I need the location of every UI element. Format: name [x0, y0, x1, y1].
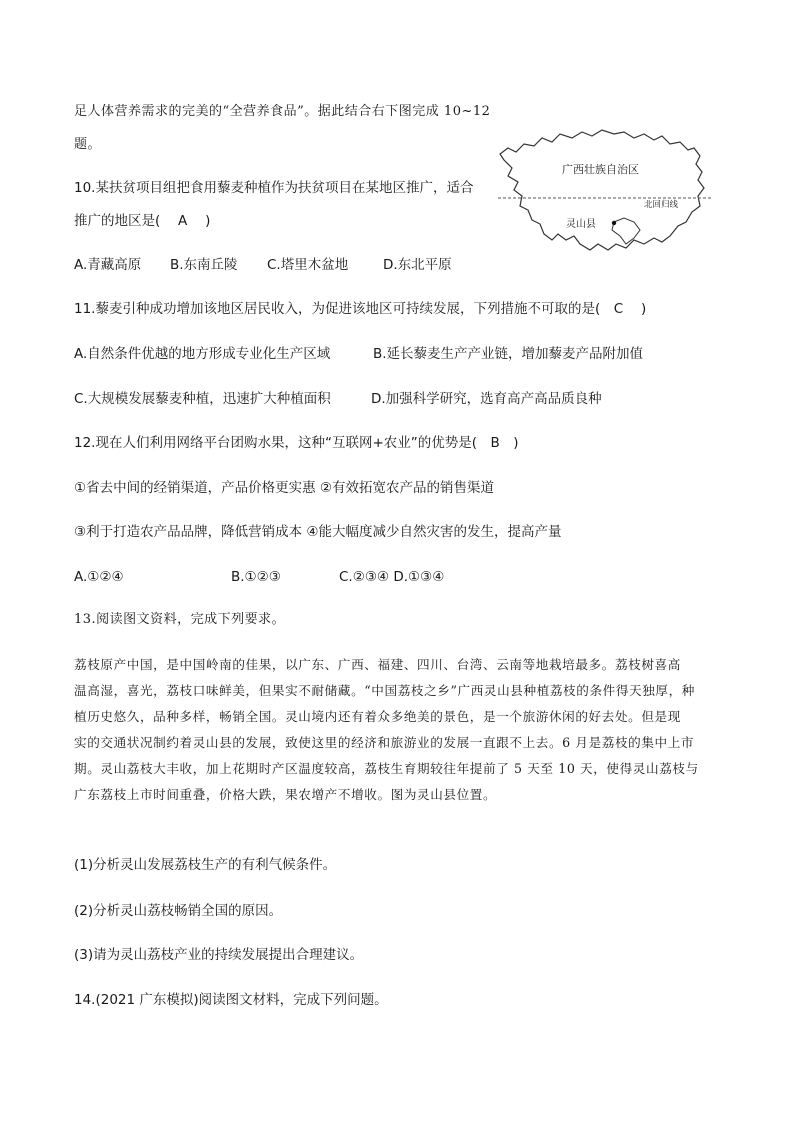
q13-sub-question-2: (2)分析灵山荔枝畅销全国的原因。: [74, 903, 283, 919]
q12-statements-2: ③利于打造农产品品牌，降低营销成本 ④能大幅度减少自然灾害的发生，提高产量: [74, 524, 562, 540]
intro-line-1: 足人体营养需求的完美的“全营养食品”。据此结合右下图完成 10~12: [74, 104, 491, 119]
q13-passage-line: 植历史悠久，品种多样，畅销全国。灵山境内还有着众多绝美的景色，是一个旅游休闲的好去处。但是现: [74, 709, 681, 724]
intro-line-2: 题。: [74, 137, 102, 152]
q13-passage-line: 广东荔枝上市时间重叠，价格大跌，果农增产不增收。图为灵山县位置。: [74, 787, 497, 802]
county-label: 灵山县: [566, 219, 596, 230]
q12-option-cd: C.②③④ D.①③④: [339, 569, 445, 585]
q10-option-c: C.塔里木盆地: [267, 257, 349, 273]
guangxi-map: [494, 126, 716, 256]
q10-option-b: B.东南丘陵: [170, 257, 238, 273]
q13-sub-question-3: (3)请为灵山荔枝产业的持续发展提出合理建议。: [74, 947, 364, 963]
q13-stem: 13.阅读图文资料，完成下列要求。: [74, 612, 286, 627]
guangxi-boundary: [500, 130, 704, 250]
q12-stem: 12.现在人们利用网络平台团购水果，这种“互联网+农业”的优势是( B ): [74, 435, 519, 451]
region-label: 广西壮族自治区: [562, 163, 639, 176]
q13-passage: [74, 652, 724, 808]
q12-option-b: B.①②③: [231, 569, 281, 585]
q14-stem: 14.(2021 广东模拟)阅读图文材料，完成下列问题。: [74, 992, 388, 1008]
q11-option-b: B.延长藜麦生产产业链，增加藜麦产品附加值: [373, 346, 644, 362]
q12-option-a: A.①②④: [74, 569, 124, 585]
guangxi-outline-figure: [494, 126, 716, 256]
q13-passage-line: 荔枝原产中国，是中国岭南的佳果，以广东、广西、福建、四川、台湾、云南等地栽培最多。荔枝树喜高: [74, 657, 681, 672]
q10-option-a: A.青藏高原: [74, 257, 142, 273]
q10-stem-line-1: 10.某扶贫项目组把食用藜麦种植作为扶贫项目在某地区推广，适合: [74, 180, 474, 196]
q12-statements-1: ①省去中间的经销渠道，产品价格更实惠 ②有效拓宽农产品的销售渠道: [74, 480, 494, 496]
q13-passage-line: 温高湿，喜光，荔枝口味鲜美，但果实不耐储藏。“中国荔枝之乡”广西灵山县种植荔枝的条件得天独厚，种: [74, 683, 695, 698]
q10-stem-line-2: 推广的地区是( A ): [74, 213, 211, 229]
q13-passage-line: 实的交通状况制约着灵山县的发展，致使这里的经济和旅游业的发展一直跟不上去。6 月是荔枝的集中上市: [74, 735, 695, 750]
tropic-label: 北回归线: [644, 200, 679, 210]
q11-option-a: A.自然条件优越的地方形成专业化生产区域: [74, 346, 331, 362]
q11-stem: 11.藜麦引种成功增加该地区居民收入，为促进该地区可持续发展，下列措施不可取的是( C ): [74, 301, 647, 317]
q11-option-c: C.大规模发展藜麦种植，迅速扩大种植面积: [74, 391, 331, 407]
q13-sub-question-1: (1)分析灵山发展荔枝生产的有利气候条件。: [74, 857, 337, 873]
q10-option-d: D.东北平原: [383, 257, 452, 273]
lingshan-county-dot: [612, 221, 616, 225]
q13-passage-line: 期。灵山荔枝大丰收，加上花期时产区温度较高，荔枝生育期较往年提前了 5 天至 10 天，使得灵山荔枝与: [74, 761, 699, 776]
q11-option-d: D.加强科学研究，选育高产高品质良种: [371, 391, 602, 407]
